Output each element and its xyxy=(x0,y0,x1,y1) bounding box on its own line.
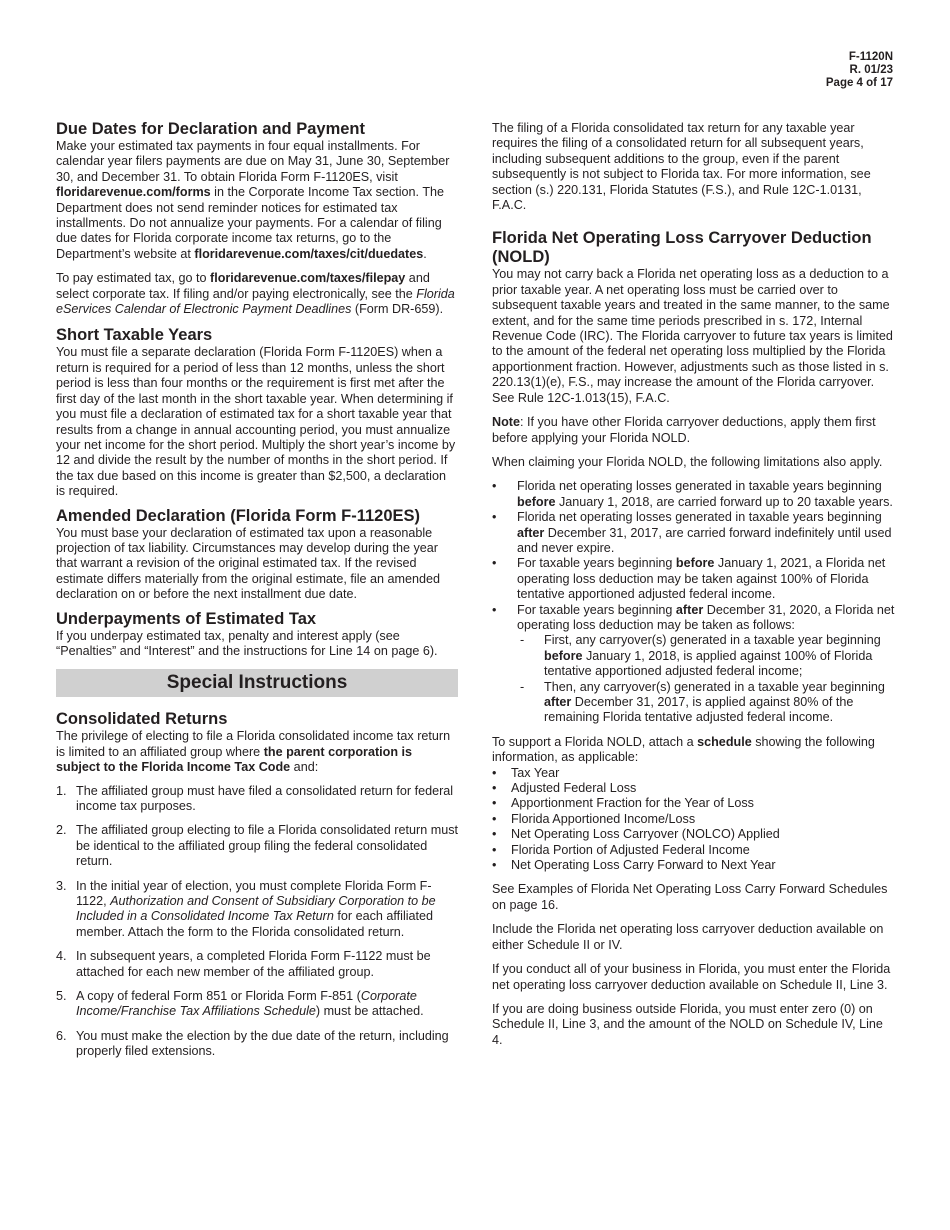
form-header xyxy=(826,51,893,90)
list-item: 4. In subsequent years, a completed Florida Form F-1122 must be attached for each new member of the affiliated group. xyxy=(56,949,431,979)
list-item: • Florida Apportioned Income/Loss xyxy=(492,811,696,826)
consolidated-intro: The privilege of electing to file a Florida consolidated income tax return is limited to an affiliated group where the parent corporation is subject to the Florida Income Tax Code and: xyxy=(56,729,451,775)
list-item: - First, any carryover(s) generated in a taxable year beginning before January 1, 2018, is applied against 100% of Florida tentative apportioned adjusted federal income; xyxy=(520,633,881,679)
underpayments-paragraph: If you underpay estimated tax, penalty and interest apply (see “Penalties” and “Interest” and the instructions for Line 14 on page 6). xyxy=(56,628,438,658)
consolidated-list xyxy=(56,784,458,1060)
special-instructions-banner: Special Instructions xyxy=(56,669,458,697)
outside-paragraph: If you are doing business outside Florida, you must enter zero (0) on Schedule II, Line 3, and the amount of the NOLD on Schedule IV, Line 4. xyxy=(492,1001,883,1047)
amended-heading: Amended Declaration (Florida Form F-1120ES) xyxy=(56,506,420,525)
limitations-intro: When claiming your Florida NOLD, the following limitations also apply. xyxy=(492,454,883,469)
list-item: • Florida net operating losses generated in taxable years beginning after December 31, 2017, are carried forward indefinitely until used and never expire. xyxy=(492,510,892,555)
duedates-link[interactable]: floridarevenue.com/taxes/cit/duedates xyxy=(194,246,424,261)
list-item: • Net Operating Loss Carryover (NOLCO) Applied xyxy=(492,827,780,842)
nold-heading: Florida Net Operating Loss Carryover Deduction (NOLD) xyxy=(492,229,872,267)
list-item: 1. The affiliated group must have filed a consolidated return for federal income tax purposes. xyxy=(56,783,454,813)
list-item: 6. You must make the election by the due date of the return, including properly filed extensions. xyxy=(56,1028,449,1059)
examples-paragraph: See Examples of Florida Net Operating Loss Carry Forward Schedules on page 16. xyxy=(492,882,888,912)
filing-paragraph: The filing of a Florida consolidated tax return for any taxable year requires the filing of a consolidated return for all subsequent years, including subsequent additions to the group, even if the parent subsequently is not subject to Florida tax. For more information, see section (s.) 220.131, Florida Statutes (F.S.), and Rule 12C-1.0131, F.A.C. xyxy=(492,121,871,213)
pay-estimated-paragraph: To pay estimated tax, go to floridarevenue.com/taxes/filepay and select corporate tax. If filing and/or paying electronically, see the Florida eServices Calendar of Electronic Payment Deadlines (Form DR-659). xyxy=(56,271,455,317)
conduct-paragraph: If you conduct all of your business in Florida, you must enter the Florida net operating loss carryover deduction available on Schedule II, Line 3. xyxy=(492,962,891,992)
list-item: 5. A copy of federal Form 851 or Florida Form F-851 (Corporate Income/Franchise Tax Affiliations Schedule) must be attached. xyxy=(56,989,424,1019)
underpayments-heading: Underpayments of Estimated Tax xyxy=(56,609,317,628)
due-dates-heading: Due Dates for Declaration and Payment xyxy=(56,120,366,138)
list-item: • Adjusted Federal Loss xyxy=(492,781,637,796)
forms-link[interactable]: floridarevenue.com/forms xyxy=(56,185,211,200)
consolidated-heading: Consolidated Returns xyxy=(56,710,228,729)
list-item: • Florida net operating losses generated in taxable years beginning before January 1, 2018, are carried forward up to 20 taxable years. xyxy=(492,479,893,509)
revision-date: R. 01/23 xyxy=(849,64,893,76)
short-taxable-paragraph: You must file a separate declaration (Florida Form F-1120ES) when a return is required for a period of less than 12 months, unless the short period is less than four months or the requirement is first met after the first day of the last month in the short taxable year. When determining if you must file a declaration of estimated tax for a short taxable year that results from a change in annual accounting period, you must annualize your net income for the short period. Multiply the short year’s income by 12 and divide the result by the number of months in the short period. If the tax due based on this income is greater than $2,500, a declaration is required. xyxy=(56,345,456,499)
list-item: - Then, any carryover(s) generated in a taxable year beginning after December 31, 2017, is applied against 80% of the remaining Florida tentative adjusted federal income. xyxy=(520,679,885,725)
short-taxable-heading: Short Taxable Years xyxy=(56,326,213,345)
nold-paragraph: You may not carry back a Florida net operating loss as a deduction to a prior taxable year. A net operating loss must be carried over to subsequent taxable years and treated in the same manner, to the same extent, and for the same time periods prescribed in s. 172, Internal Revenue Code (IRC). The Florida carryover to future tax years is limited to the amount of the federal net operating loss multiplied by the Florida apportionment fraction. However, adjustments such as those listed in s. 220.13(1)(e), F.S., may increase the amount of the Florida carryover. See Rule 12C-1.013(15), F.A.C. xyxy=(492,267,893,405)
right-column xyxy=(492,121,896,1057)
list-item: 3. In the initial year of election, you must complete Florida Form F-1122, Authorization and Consent of Subsidiary Corporation to be Included in a Consolidated Income Tax Return for each affiliated member. Attach the form to the Florida consolidated return. xyxy=(56,878,436,939)
left-column xyxy=(56,120,458,1069)
list-item: • Florida Portion of Adjusted Federal Income xyxy=(492,842,750,857)
due-dates-paragraph: Make your estimated tax payments in four equal installments. For calendar year filers payments are due on May 31, June 30, September 30, and December 31. To obtain Florida Form F-1120ES, visit floridarevenue.com/forms in the Corporate Income Tax section. The Department does not send reminder notices for estimated tax installments. Do not annualize your payments. For a calendar of filing due dates for Florida corporate income tax returns, go to the Department’s website at floridarevenue.com/taxes/cit/duedates. xyxy=(56,139,450,261)
schedule-list xyxy=(492,766,896,874)
form-number: F-1120N xyxy=(848,51,893,63)
list-item: • Net Operating Loss Carry Forward to Next Year xyxy=(492,858,776,873)
list-item: • Apportionment Fraction for the Year of Loss xyxy=(492,796,754,811)
include-paragraph: Include the Florida net operating loss carryover deduction available on either Schedule II or IV. xyxy=(492,922,884,952)
list-item: • For taxable years beginning before January 1, 2021, a Florida net operating loss deduction may be taken against 100% of Florida tentative apportioned adjusted federal income. xyxy=(492,556,886,602)
list-item: • Tax Year xyxy=(492,765,560,780)
page-number: Page 4 of 17 xyxy=(825,77,893,89)
filepay-link[interactable]: floridarevenue.com/taxes/filepay xyxy=(210,271,406,286)
schedule-intro: To support a Florida NOLD, attach a schedule showing the following information, as applicable: xyxy=(492,734,875,765)
sub-list xyxy=(517,633,896,725)
list-item: 2. The affiliated group electing to file a Florida consolidated return must be identical to the affiliated group filing the federal consolidated return. xyxy=(56,823,458,869)
list-item: • For taxable years beginning after December 31, 2020, a Florida net operating loss deduction may be taken as follows: - First, any carryover(s) generated in a taxable year beginning before January 1, 2018, is applied against 100% of Florida tentative apportioned adjusted federal income; - Then, any carryover(s) generated in a taxable year beginning after December 31, 2017, is applied against 80% of the remaining Florida tentative adjusted federal income. xyxy=(492,602,895,725)
amended-paragraph: You must base your declaration of estimated tax upon a reasonable projection of tax liability. Circumstances may develop during the year that warrant a revision of the original estimated tax. If the revised estimate differs materially from the original estimate, file an amended declaration on or before the next installment due date. xyxy=(56,525,441,602)
note-paragraph: Note: If you have other Florida carryover deductions, apply them first before applying your Florida NOLD. xyxy=(492,415,876,445)
limitations-list xyxy=(492,479,896,726)
